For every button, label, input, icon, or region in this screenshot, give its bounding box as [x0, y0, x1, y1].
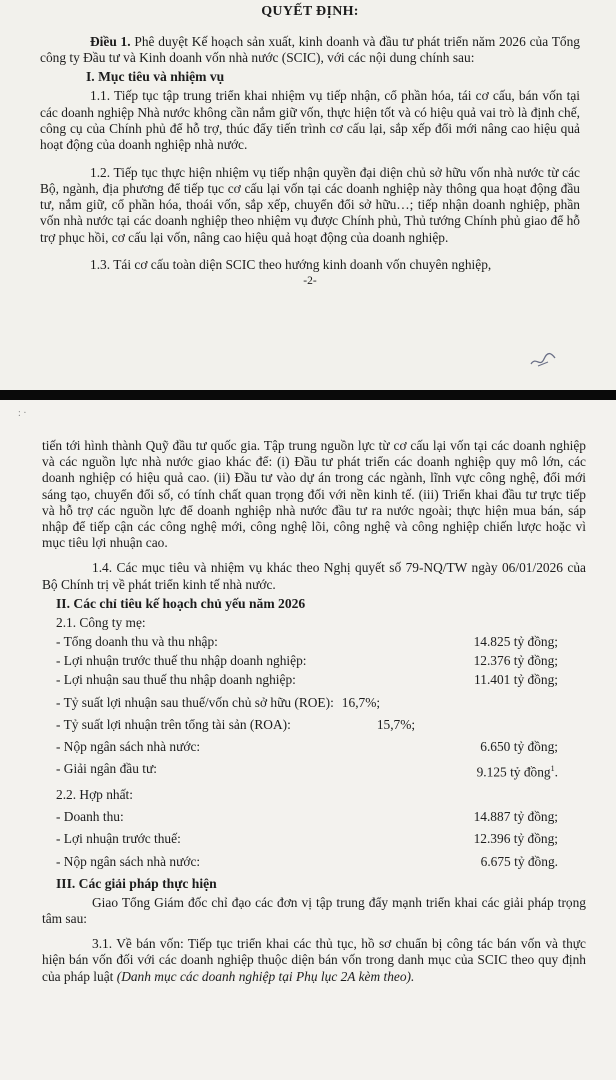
target-row	[56, 717, 558, 733]
target-label: - Giải ngân đầu tư:	[56, 761, 157, 777]
spacer	[42, 927, 586, 936]
target-label: - Tỷ suất lợi nhuận trên tổng tài sản (ROA):	[56, 716, 291, 732]
target-row	[56, 672, 558, 688]
target-row	[56, 739, 558, 755]
item-1-3: 1.3. Tái cơ cấu toàn diện SCIC theo hướng kinh doanh vốn chuyên nghiệp,	[90, 257, 492, 273]
scan-dots: : ·	[18, 408, 27, 419]
spacer	[42, 551, 586, 560]
item-1-2: 1.2. Tiếp tục thực hiện nhiệm vụ tiếp nhận quyền đại diện chủ sở hữu vốn nhà nước từ các Bộ, ngành, địa phương để tiếp tục cơ cấu lại vốn tại các doanh nghiệp này thông qua hoạt động đầu tư, nắm giữ, cổ phần hóa, thoái vốn, sắp xếp, chuyển đổi sở hữu…; tiếp nhận doanh nghiệp, phần vốn nhà nước tại các doanh nghiệp theo nhiệm vụ được Chính phủ, Thủ tướng Chính phủ giao để hỗ trợ phục hồi, cơ cấu lại vốn, nâng cao hiệu quả hoạt động của doanh nghiệp.	[40, 164, 580, 245]
document-page-1	[0, 0, 616, 390]
item-3-1-text: 3.1. Về bán vốn: Tiếp tục triển khai các thủ tục, hồ sơ chuẩn bị công tác bán vốn và thực hiện bán vốn đối với các doanh nghiệp thuộc diện bán vốn trong danh mục của SCIC theo quy định của pháp luật	[42, 936, 586, 984]
target-value-end: .	[554, 764, 558, 780]
target-label: - Lợi nhuận trước thuế:	[56, 831, 181, 847]
sub-2-1: 2.1. Công ty mẹ:	[56, 614, 146, 630]
article-1-paragraph	[40, 34, 580, 66]
target-row	[56, 695, 558, 711]
target-row	[56, 854, 558, 870]
target-label: - Lợi nhuận trước thuế thu nhập doanh nghiệp:	[56, 653, 307, 669]
target-value: 6.650 tỷ đồng;	[480, 739, 558, 755]
page-number: -2-	[303, 275, 317, 288]
target-value: 9.125 tỷ đồng	[476, 764, 551, 780]
item-3-1-appendix-note: (Danh mục các doanh nghiệp tại Phụ lục 2A kèm theo).	[116, 968, 415, 984]
target-value: 15,7%;	[376, 716, 416, 732]
target-label: - Lợi nhuận sau thuế thu nhập doanh nghiệp:	[56, 672, 296, 688]
target-value: 16,7%;	[341, 694, 381, 710]
target-row	[56, 809, 558, 825]
target-value: 14.887 tỷ đồng;	[473, 809, 558, 825]
item-1-3-continued: tiến tới hình thành Quỹ đầu tư quốc gia. Tập trung nguồn lực từ cơ cấu lại vốn tại các doanh nghiệp và các nguồn lực nhà nước giao khác để: (i) Đầu tư phát triển các doanh nghiệp quy mô lớn, các doanh nghiệp có hiệu quả cao. (ii) Đầu tư vào dự án trong các ngành, lĩnh vực công nghệ, đổi mới sáng tạo, chuyển đổi số, có tính chất quan trọng đối với nền kinh tế. (iii) Triển khai đầu tư trực tiếp và hỗ trợ các nguồn lực để doanh nghiệp nhà nước đầu tư ra nước ngoài; thực hiện mua bán, sáp nhập để tiếp cận các công nghệ mới, công nghệ lõi, công nghệ và công nghiệp chiến lược hoặc vì mục tiêu lợi nhuận cao.	[42, 438, 586, 551]
target-row	[56, 761, 558, 781]
section-3-heading: III. Các giải pháp thực hiện	[56, 875, 217, 891]
target-value: 12.396 tỷ đồng;	[473, 831, 558, 847]
target-label: - Doanh thu:	[56, 809, 124, 825]
target-label: - Tỷ suất lợi nhuận sau thuế/vốn chủ sở hữu (ROE):	[56, 694, 334, 710]
target-label: - Nộp ngân sách nhà nước:	[56, 739, 201, 755]
document-page-2	[0, 400, 616, 1080]
section-3-intro: Giao Tổng Giám đốc chỉ đạo các đơn vị tập trung đẩy mạnh triển khai các giải pháp trọng tâm sau:	[42, 894, 586, 926]
item-1-1: 1.1. Tiếp tục tập trung triển khai nhiệm vụ tiếp nhận, cổ phần hóa, tái cơ cấu, bán vốn tại các doanh nghiệp Nhà nước không cần nắm giữ vốn, thực hiện tốt và có hiệu quả vai trò là định chế, công cụ của Chính phủ để hỗ trợ, thúc đẩy tiến trình cơ cấu lại, sắp xếp đổi mới nâng cao hiệu quả hoạt động của doanh nghiệp nhà nước.	[40, 88, 580, 153]
target-label: - Nộp ngân sách nhà nước:	[56, 853, 201, 869]
target-value: 6.675 tỷ đồng.	[480, 853, 558, 869]
spacer	[40, 153, 580, 165]
section-1-heading: I. Mục tiêu và nhiệm vụ	[86, 69, 225, 85]
parent-company-targets	[56, 634, 558, 781]
sub-2-2: 2.2. Hợp nhất:	[56, 786, 134, 802]
decision-title: QUYẾT ĐỊNH:	[261, 4, 359, 19]
item-3-1	[42, 936, 586, 985]
item-1-4: 1.4. Các mục tiêu và nhiệm vụ khác theo Nghị quyết số 79-NQ/TW ngày 06/01/2026 của Bộ Chính trị về phát triển kinh tế nhà nước.	[42, 560, 586, 592]
target-label: - Tổng doanh thu và thu nhập:	[56, 634, 218, 650]
handwritten-mark-icon	[528, 350, 558, 372]
spacer	[40, 246, 580, 258]
article-1-text: Phê duyệt Kế hoạch sản xuất, kinh doanh và đầu tư phát triển năm 2026 của Tổng công ty Đầu tư và Kinh doanh vốn nhà nước (SCIC), với các nội dung chính sau:	[40, 34, 580, 66]
section-2-heading: II. Các chỉ tiêu kế hoạch chủ yếu năm 2026	[56, 595, 306, 611]
target-row	[56, 653, 558, 669]
target-value-group	[477, 761, 558, 781]
consolidated-targets	[56, 809, 558, 870]
target-row	[56, 831, 558, 847]
footnote-marker: 1	[550, 764, 555, 774]
article-1-label: Điều 1.	[90, 34, 131, 49]
target-row	[56, 634, 558, 650]
target-value: 12.376 tỷ đồng;	[473, 653, 558, 669]
target-value: 11.401 tỷ đồng;	[474, 672, 558, 688]
target-value: 14.825 tỷ đồng;	[473, 634, 558, 650]
